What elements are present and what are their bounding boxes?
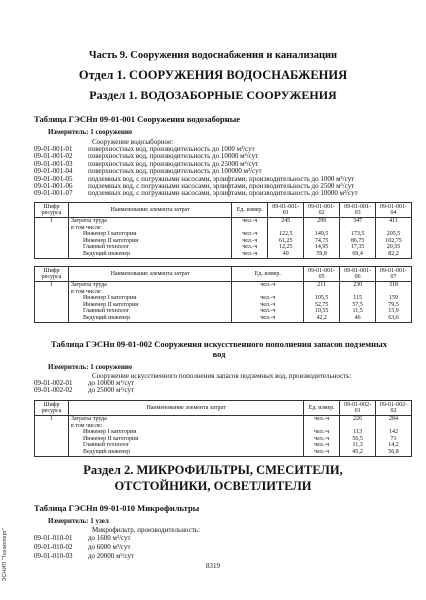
cell-value: 20,55 bbox=[376, 244, 412, 251]
cell-name: в том числе: bbox=[68, 289, 231, 296]
code: 09-01-002-01 bbox=[34, 379, 73, 387]
cell-value: 56,8 bbox=[376, 449, 412, 456]
table-2-title-line: Таблица ГЭСНп 09-01-002 Сооружения искусственного пополнения запасов подземных bbox=[51, 339, 387, 349]
cell-value: 122,5 bbox=[268, 231, 304, 238]
cell-value: 63,6 bbox=[376, 315, 412, 322]
watermark-stamp: ЭСНИП "Техэксперт" bbox=[2, 528, 8, 582]
cell-unit: чел.-ч bbox=[304, 429, 340, 436]
cell-shifr bbox=[35, 289, 69, 296]
cell-value: 10,55 bbox=[304, 308, 340, 315]
cell-name: Затраты труда bbox=[68, 416, 303, 423]
table-3-intro: Микрофильтр, производительность: bbox=[92, 526, 200, 534]
table-2-measure: Измеритель: 1 сооружение bbox=[48, 363, 133, 371]
cell-value: 71 bbox=[376, 436, 412, 443]
cell-name: Главный технолог bbox=[68, 308, 231, 315]
section-1-heading: Раздел 1. ВОДОЗАБОРНЫЕ СООРУЖЕНИЯ bbox=[89, 88, 337, 102]
cell-value bbox=[340, 423, 376, 430]
header-code: 09-01-001-03 bbox=[340, 203, 376, 218]
header-name: Наименование элемента затрат bbox=[68, 401, 303, 416]
cell-shifr bbox=[35, 429, 69, 436]
code: 09-01-001-06 bbox=[34, 181, 73, 190]
cell-shifr: 1 bbox=[35, 282, 69, 289]
norms-table-2 bbox=[34, 400, 412, 457]
cell-value: 86,75 bbox=[340, 238, 376, 245]
cell-value: 45,2 bbox=[340, 449, 376, 456]
cell-name: Инженер I категории bbox=[68, 231, 231, 238]
header-name: Наименование элемента затрат bbox=[68, 203, 231, 218]
header-code: 09-01-001-02 bbox=[304, 203, 340, 218]
code-description: подземных вод, с погружными насосами, эрлифтами, производительность до 1000 м³/сут bbox=[88, 174, 355, 183]
cell-value: 411 bbox=[376, 218, 412, 225]
cell-value: 11,3 bbox=[340, 442, 376, 449]
cell-shifr bbox=[35, 302, 69, 309]
cell-name: Затраты труда bbox=[68, 282, 231, 289]
cell-shifr bbox=[35, 442, 69, 449]
cell-value: 79,5 bbox=[376, 302, 412, 309]
cell-value: 12,25 bbox=[268, 244, 304, 251]
table-row bbox=[35, 218, 412, 225]
cell-unit bbox=[232, 289, 304, 296]
cell-value: 211 bbox=[304, 282, 340, 289]
header-code: 09-01-002-01 bbox=[340, 401, 376, 416]
cell-unit: чел.-ч bbox=[232, 238, 268, 245]
cell-shifr: 1 bbox=[35, 416, 69, 423]
code-row bbox=[34, 190, 358, 197]
code-description: до 10000 м³/сут bbox=[88, 379, 135, 387]
cell-value: 299 bbox=[304, 218, 340, 225]
cell-value: 52,75 bbox=[304, 302, 340, 309]
header-code: 09-01-001-01 bbox=[268, 203, 304, 218]
cell-name: Инженер II категории bbox=[68, 238, 231, 245]
cell-value bbox=[304, 289, 340, 296]
cell-value bbox=[376, 225, 412, 232]
cell-unit: чел.-ч bbox=[232, 282, 304, 289]
table-row bbox=[35, 315, 412, 322]
cell-value: 284 bbox=[376, 416, 412, 423]
cell-value bbox=[376, 423, 412, 430]
table-row bbox=[35, 289, 412, 296]
cell-value: 17,35 bbox=[340, 244, 376, 251]
header-code: 09-01-001-07 bbox=[376, 267, 412, 282]
cell-value: 56,5 bbox=[340, 436, 376, 443]
code-description: поверхностных вод, производительность до 100000 м³/сут bbox=[88, 167, 262, 176]
cell-unit: чел.-ч bbox=[304, 436, 340, 443]
table-row bbox=[35, 429, 412, 436]
cell-value: 42,2 bbox=[304, 315, 340, 322]
table-1-title: Таблица ГЭСНп 09-01-001 Сооружения водозаборные bbox=[34, 114, 241, 124]
code: 09-01-001-07 bbox=[34, 189, 73, 198]
cell-name: в том числе: bbox=[68, 225, 231, 232]
header-name: Наименование элемента затрат bbox=[68, 267, 231, 282]
cell-shifr bbox=[35, 436, 69, 443]
header-shifr: Шифр ресурса bbox=[35, 267, 69, 282]
cell-unit: чел.-ч bbox=[232, 231, 268, 238]
code-row bbox=[34, 552, 134, 561]
cell-shifr bbox=[35, 244, 69, 251]
norms-table-1a bbox=[34, 202, 412, 259]
cell-value: 230 bbox=[340, 282, 376, 289]
table-3-code-list bbox=[34, 534, 134, 561]
cell-value: 46 bbox=[340, 315, 376, 322]
section-2-heading: Раздел 2. МИКРОФИЛЬТРЫ, СМЕСИТЕЛИ, ОТСТОЙНИКИ, ОСВЕТЛИТЕЛИ bbox=[83, 463, 343, 493]
cell-value: 61,25 bbox=[268, 238, 304, 245]
header-unit: Ед. измер. bbox=[232, 267, 304, 282]
cell-name: Затраты труда bbox=[68, 218, 231, 225]
table-3-title: Таблица ГЭСНп 09-01-010 Микрофильтры bbox=[34, 503, 200, 513]
cell-value: 245 bbox=[268, 218, 304, 225]
code-description: подземных вод, с погружными насосами, эрлифтами, производительность до 2500 м³/сут bbox=[88, 181, 355, 190]
table-2-title-line: вод bbox=[212, 349, 226, 359]
code-description: до 1600 м³/сут bbox=[88, 534, 131, 542]
code: 09-01-001-05 bbox=[34, 174, 73, 183]
table-row bbox=[35, 231, 412, 238]
cell-unit: чел.-ч bbox=[304, 449, 340, 456]
cell-name: Ведущий инженер bbox=[68, 449, 303, 456]
header-unit: Ед. измер. bbox=[232, 203, 268, 218]
table-row bbox=[35, 308, 412, 315]
cell-value: 159 bbox=[376, 295, 412, 302]
code: 09-01-010-03 bbox=[34, 552, 73, 560]
cell-value: 11,5 bbox=[340, 308, 376, 315]
code: 09-01-001-04 bbox=[34, 167, 73, 176]
cell-value: 226 bbox=[340, 416, 376, 423]
table-row bbox=[35, 423, 412, 430]
code: 09-01-001-02 bbox=[34, 152, 73, 161]
table-1-code-list bbox=[34, 146, 358, 198]
table-row bbox=[35, 244, 412, 251]
table-row bbox=[35, 282, 412, 289]
cell-value: 318 bbox=[376, 282, 412, 289]
cell-value: 142 bbox=[376, 429, 412, 436]
code-description: поверхностных вод, производительность до 25000 м³/сут bbox=[88, 159, 259, 168]
cell-unit: чел.-ч bbox=[304, 442, 340, 449]
cell-name: Ведущий инженер bbox=[68, 315, 231, 322]
table-2-intro: Сооружение искусственного пополнения запасов подземных вод, производительность: bbox=[92, 372, 352, 380]
cell-unit: чел.-ч bbox=[232, 308, 304, 315]
table-2-title bbox=[34, 339, 404, 359]
code-row bbox=[34, 534, 134, 543]
cell-value: 59,8 bbox=[304, 251, 340, 258]
cell-value: 14,95 bbox=[304, 244, 340, 251]
cell-value: 113 bbox=[340, 429, 376, 436]
cell-value bbox=[304, 225, 340, 232]
code-description: подземных вод, с погружными насосами, эрлифтами, производительность до 10000 м³/сут bbox=[88, 189, 358, 198]
part-heading: Часть 9. Сооружения водоснабжения и канализации bbox=[88, 50, 338, 61]
cell-value: 15,9 bbox=[376, 308, 412, 315]
cell-value: 57,5 bbox=[340, 302, 376, 309]
code: 09-01-001-03 bbox=[34, 159, 73, 168]
table-2-code-list bbox=[34, 380, 134, 395]
cell-value: 74,75 bbox=[304, 238, 340, 245]
page-number: 8319 bbox=[206, 562, 220, 570]
cell-unit: чел.-ч bbox=[232, 295, 304, 302]
cell-shifr bbox=[35, 225, 69, 232]
table-row bbox=[35, 251, 412, 258]
table-row bbox=[35, 225, 412, 232]
header-unit: Ед. измер. bbox=[304, 401, 340, 416]
table-1-measure: Измеритель: 1 сооружение bbox=[48, 128, 133, 136]
norms-table-1b bbox=[34, 266, 412, 323]
cell-value: 102,75 bbox=[376, 238, 412, 245]
cell-value: 49 bbox=[268, 251, 304, 258]
cell-unit: чел.-ч bbox=[232, 251, 268, 258]
cell-value: 173,5 bbox=[340, 231, 376, 238]
cell-unit bbox=[304, 423, 340, 430]
code-description: до 6000 м³/сут bbox=[88, 543, 131, 551]
cell-value: 347 bbox=[340, 218, 376, 225]
header-code: 09-01-002-02 bbox=[376, 401, 412, 416]
cell-unit: чел.-ч bbox=[232, 218, 268, 225]
code: 09-01-002-02 bbox=[34, 386, 73, 395]
cell-value: 14,2 bbox=[376, 442, 412, 449]
cell-shifr bbox=[35, 449, 69, 456]
cell-value: 205,5 bbox=[376, 231, 412, 238]
table-1-intro: Сооружение водозаборное: bbox=[92, 138, 174, 146]
cell-value: 115 bbox=[340, 295, 376, 302]
department-heading: Отдел 1. СООРУЖЕНИЯ ВОДОСНАБЖЕНИЯ bbox=[78, 68, 348, 82]
cell-value bbox=[340, 289, 376, 296]
header-code: 09-01-001-06 bbox=[340, 267, 376, 282]
code-description: поверхностных вод, производительность до 1000 м³/сут bbox=[88, 145, 255, 153]
cell-shifr bbox=[35, 315, 69, 322]
cell-name: в том числе: bbox=[68, 423, 303, 430]
table-row bbox=[35, 442, 412, 449]
cell-shifr bbox=[35, 308, 69, 315]
cell-unit: чел.-ч bbox=[232, 315, 304, 322]
cell-unit bbox=[232, 225, 268, 232]
code: 09-01-010-02 bbox=[34, 543, 73, 551]
cell-unit: чел.-ч bbox=[232, 244, 268, 251]
cell-unit: чел.-ч bbox=[232, 302, 304, 309]
cell-value bbox=[340, 225, 376, 232]
cell-name: Инженер I категории bbox=[68, 429, 303, 436]
cell-value bbox=[376, 289, 412, 296]
code: 09-01-010-01 bbox=[34, 534, 73, 542]
cell-name: Ведущий инженер bbox=[68, 251, 231, 258]
code: 09-01-001-01 bbox=[34, 145, 73, 153]
cell-shifr: 1 bbox=[35, 218, 69, 225]
code-description: поверхностных вод, производительность до 10000 м³/сут bbox=[88, 152, 259, 161]
code-row bbox=[34, 387, 134, 394]
table-row bbox=[35, 295, 412, 302]
header-shifr: Шифр ресурса bbox=[35, 401, 69, 416]
cell-name: Главный технолог bbox=[68, 244, 231, 251]
cell-shifr bbox=[35, 231, 69, 238]
cell-shifr bbox=[35, 238, 69, 245]
cell-value: 105,5 bbox=[304, 295, 340, 302]
table-3-measure: Измеритель: 1 узел bbox=[48, 517, 109, 525]
code-description: до 20000 м³/сут bbox=[88, 552, 135, 560]
table-row bbox=[35, 416, 412, 423]
code-description: до 25000 м³/сут bbox=[88, 386, 135, 395]
cell-unit: чел.-ч bbox=[304, 416, 340, 423]
header-code: 09-01-001-04 bbox=[376, 203, 412, 218]
cell-shifr bbox=[35, 295, 69, 302]
table-row bbox=[35, 449, 412, 456]
cell-name: Инженер I категории bbox=[68, 295, 231, 302]
header-code: 09-01-001-05 bbox=[304, 267, 340, 282]
header-shifr: Шифр ресурса bbox=[35, 203, 69, 218]
cell-value: 82,2 bbox=[376, 251, 412, 258]
cell-value: 69,4 bbox=[340, 251, 376, 258]
cell-shifr bbox=[35, 423, 69, 430]
code-row bbox=[34, 543, 134, 552]
cell-name: Инженер II категории bbox=[68, 302, 231, 309]
cell-value: 149,5 bbox=[304, 231, 340, 238]
cell-name: Главный технолог bbox=[68, 442, 303, 449]
cell-value bbox=[268, 225, 304, 232]
cell-name: Инженер II категории bbox=[68, 436, 303, 443]
cell-shifr bbox=[35, 251, 69, 258]
